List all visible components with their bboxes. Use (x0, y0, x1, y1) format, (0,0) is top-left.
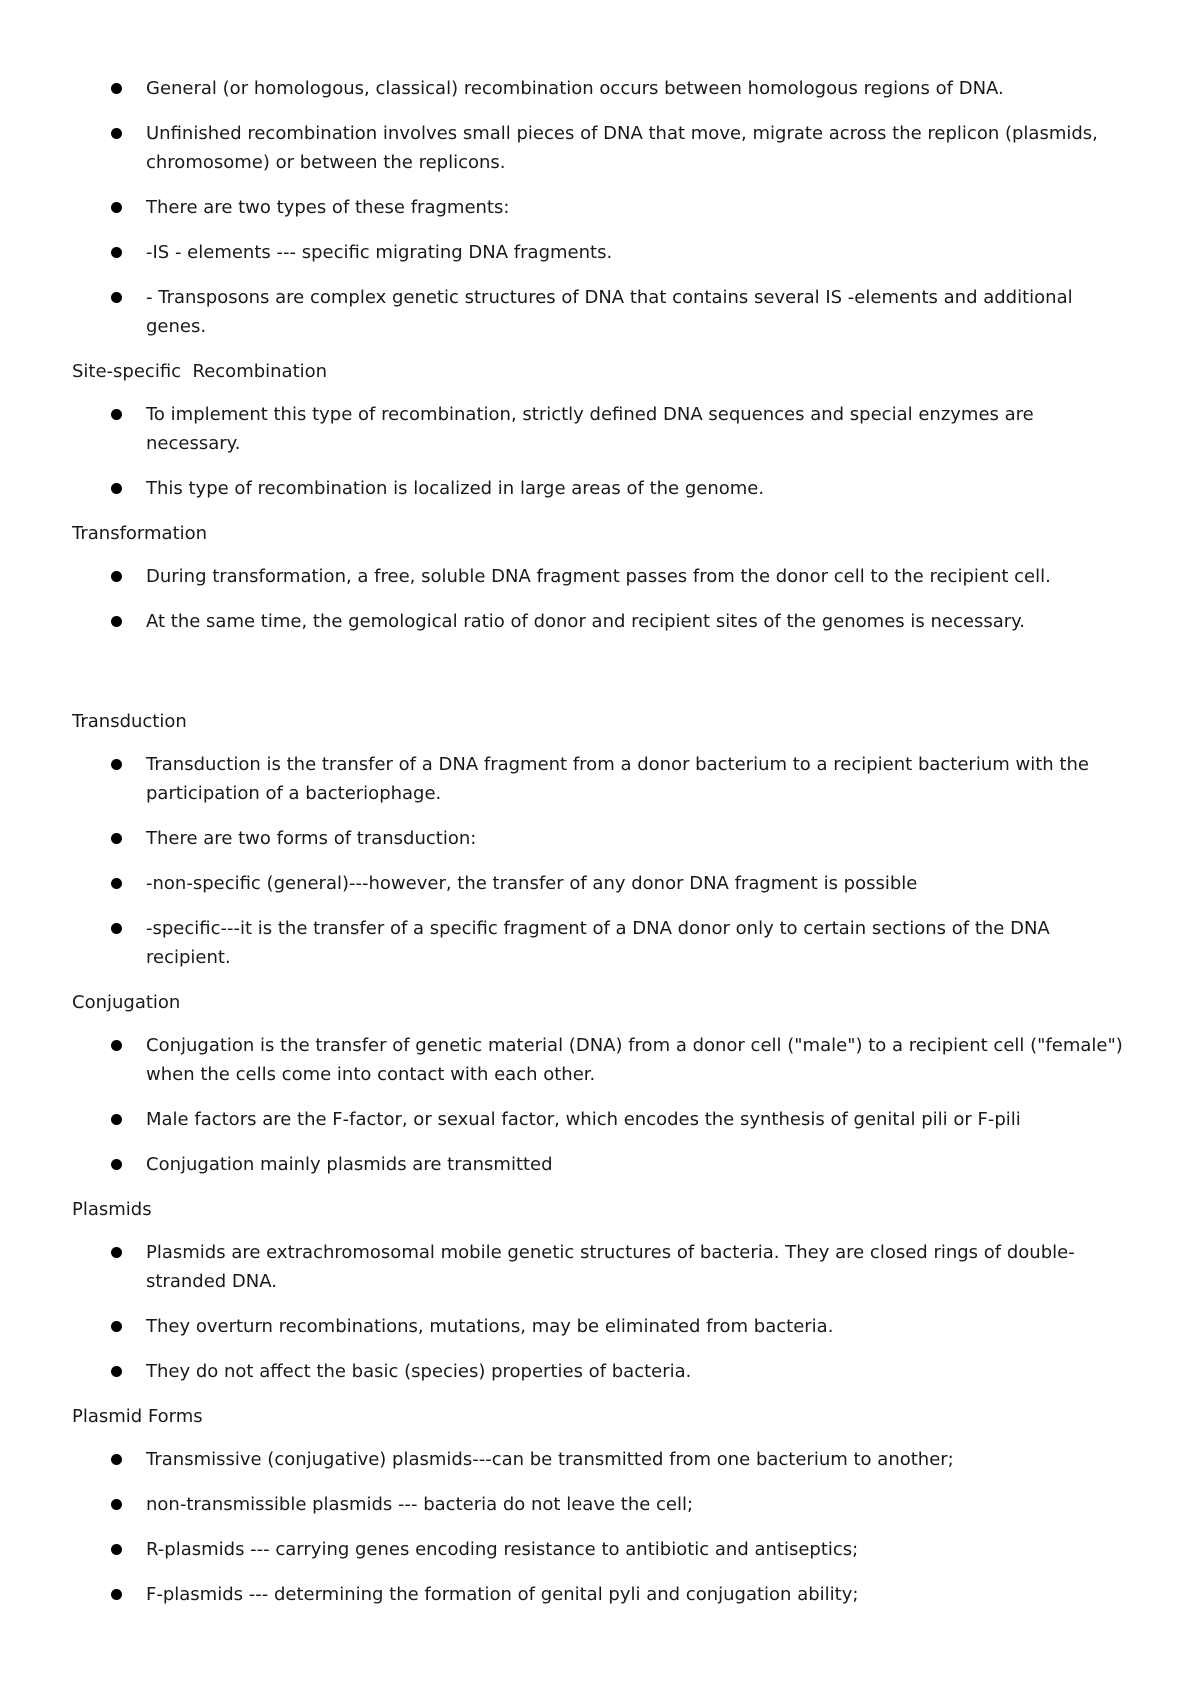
bullet-icon (111, 1159, 122, 1170)
bullet-icon (111, 1040, 122, 1051)
bullet-icon (111, 616, 122, 627)
section-heading: Transformation (72, 523, 208, 544)
bullet-icon (111, 409, 122, 420)
list-item-text: -IS - elements --- specific migrating DNA fragments. (146, 242, 613, 263)
list-item (72, 869, 1132, 898)
list-item-text: During transformation, a free, soluble DNA fragment passes from the donor cell to the recipient cell. (146, 566, 1051, 587)
list-item (72, 1312, 1132, 1341)
list-item (72, 607, 1132, 636)
list-item-text: They do not affect the basic (species) properties of bacteria. (146, 1361, 692, 1382)
bullet-list (72, 74, 1132, 341)
section-plasmids (72, 1195, 1132, 1386)
list-item (72, 474, 1132, 503)
bullet-icon (111, 759, 122, 770)
section-site-specific-recombination (72, 357, 1132, 503)
bullet-icon (111, 1589, 122, 1600)
bullet-list (72, 1238, 1132, 1386)
list-item-text: -non-specific (general)---however, the transfer of any donor DNA fragment is possible (146, 873, 918, 894)
list-item-text: Plasmids are extrachromosomal mobile genetic structures of bacteria. They are closed rings of double-stranded DNA. (146, 1242, 1075, 1292)
list-item (72, 824, 1132, 853)
list-item (72, 193, 1132, 222)
list-item-text: There are two forms of transduction: (146, 828, 477, 849)
list-item (72, 283, 1132, 341)
list-item (72, 238, 1132, 267)
section-heading: Site-specific Recombination (72, 361, 328, 382)
list-item (72, 1580, 1132, 1609)
list-item-text: Conjugation is the transfer of genetic material (DNA) from a donor cell ("male") to a recipient cell ("female") when the cells come into contact with each other. (146, 1035, 1123, 1085)
bullet-list (72, 562, 1132, 636)
bullet-icon (111, 247, 122, 258)
list-item (72, 1150, 1132, 1179)
bullet-list (72, 400, 1132, 503)
blank-line (72, 652, 1132, 698)
section-plasmid-forms (72, 1402, 1132, 1609)
list-item-text: Unfinished recombination involves small pieces of DNA that move, migrate across the replicon (plasmids, chromosome) or between the replicons. (146, 123, 1098, 173)
list-item-text: Conjugation mainly plasmids are transmitted (146, 1154, 553, 1175)
list-item (72, 400, 1132, 458)
bullet-list (72, 1445, 1132, 1609)
section-heading: Transduction (72, 711, 187, 732)
list-item (72, 1105, 1132, 1134)
list-item-text: - Transposons are complex genetic structures of DNA that contains several IS -elements and additional genes. (146, 287, 1073, 337)
bullet-icon (111, 292, 122, 303)
section-transduction (72, 707, 1132, 972)
bullet-icon (111, 1321, 122, 1332)
list-item (72, 562, 1132, 591)
bullet-icon (111, 1366, 122, 1377)
section-transformation (72, 519, 1132, 636)
list-item-text: To implement this type of recombination, strictly defined DNA sequences and special enzymes are necessary. (146, 404, 1034, 454)
list-item-text: R-plasmids --- carrying genes encoding resistance to antibiotic and antiseptics; (146, 1539, 859, 1560)
bullet-icon (111, 878, 122, 889)
list-item-text: Transduction is the transfer of a DNA fragment from a donor bacterium to a recipient bacterium with the participation of a bacteriophage. (146, 754, 1089, 804)
list-item (72, 1357, 1132, 1386)
list-item-text: -specific---it is the transfer of a specific fragment of a DNA donor only to certain sections of the DNA recipient. (146, 918, 1050, 968)
list-item (72, 119, 1132, 177)
bullet-icon (111, 833, 122, 844)
section-conjugation (72, 988, 1132, 1179)
list-item (72, 1238, 1132, 1296)
list-item-text: At the same time, the gemological ratio of donor and recipient sites of the genomes is necessary. (146, 611, 1025, 632)
list-item (72, 1535, 1132, 1564)
bullet-icon (111, 83, 122, 94)
list-item-text: Male factors are the F-factor, or sexual factor, which encodes the synthesis of genital pili or F-pili (146, 1109, 1021, 1130)
section-heading: Plasmids (72, 1199, 152, 1220)
list-item-text: Transmissive (conjugative) plasmids---can be transmitted from one bacterium to another; (146, 1449, 954, 1470)
list-item-text: This type of recombination is localized in large areas of the genome. (146, 478, 765, 499)
list-item (72, 1490, 1132, 1519)
list-item-text: non-transmissible plasmids --- bacteria do not leave the cell; (146, 1494, 694, 1515)
list-item-text: F-plasmids --- determining the formation of genital pyli and conjugation ability; (146, 1584, 859, 1605)
bullet-list (72, 750, 1132, 972)
bullet-list (72, 1031, 1132, 1179)
list-item-text: There are two types of these fragments: (146, 197, 510, 218)
bullet-icon (111, 1247, 122, 1258)
document-body (72, 74, 1132, 1625)
bullet-icon (111, 1544, 122, 1555)
bullet-icon (111, 571, 122, 582)
list-item (72, 1445, 1132, 1474)
bullet-icon (111, 128, 122, 139)
list-item-text: They overturn recombinations, mutations, may be eliminated from bacteria. (146, 1316, 834, 1337)
list-item (72, 914, 1132, 972)
bullet-icon (111, 483, 122, 494)
list-item-text: General (or homologous, classical) recombination occurs between homologous regions of DNA. (146, 78, 1004, 99)
list-item (72, 750, 1132, 808)
bullet-icon (111, 1499, 122, 1510)
bullet-icon (111, 1454, 122, 1465)
section-recombination (72, 74, 1132, 341)
list-item (72, 1031, 1132, 1089)
bullet-icon (111, 923, 122, 934)
section-heading: Plasmid Forms (72, 1406, 203, 1427)
section-heading: Conjugation (72, 992, 181, 1013)
list-item (72, 74, 1132, 103)
bullet-icon (111, 1114, 122, 1125)
bullet-icon (111, 202, 122, 213)
